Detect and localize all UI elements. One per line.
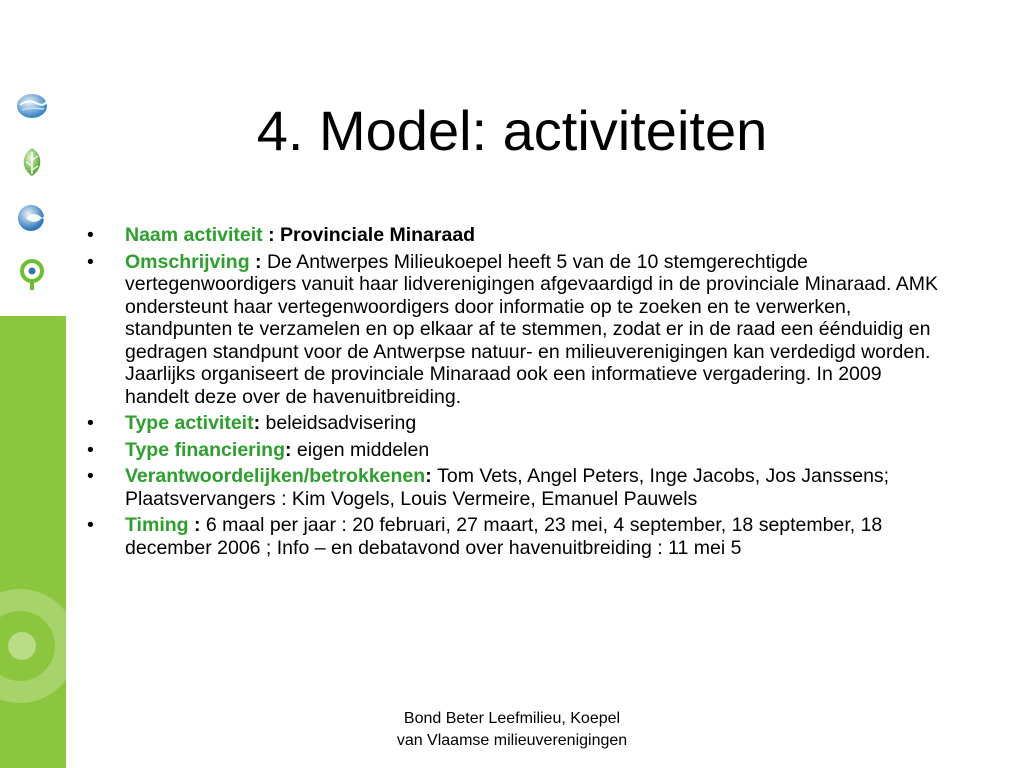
- bullet-dot: •: [87, 412, 94, 434]
- item-label: Verantwoordelijken/betrokkenen: [125, 465, 426, 487]
- item-text: beleidsadvisering: [265, 412, 417, 434]
- target-icon: [14, 256, 50, 292]
- item-text: Provinciale Minaraad: [280, 224, 476, 246]
- list-item: [85, 465, 945, 510]
- item-label: Type activiteit: [125, 412, 254, 434]
- item-separator: :: [285, 438, 297, 461]
- bullet-dot: •: [87, 465, 94, 487]
- item-text: De Antwerpes Milieukoepel heeft 5 van de 10 stemgerechtigde vertegenwoordigers vanuit haar lidverenigingen afgevaardigd in de provinciale Minaraad. AMK ondersteunt haar vertegenwoordigers door informatie op te zoeken en te verwerken, standpunten te verzamelen en op elkaar af te stemmen, zodat er in de raad een éénduidig en gedragen standpunt voor de Antwerpse natuur- en milieuverenigingen kan verdedigd worden. Jaarlijks organiseert de provinciale Minaraad ook een informatieve vergadering. In 2009 handelt deze over de havenuitbreiding.: [125, 250, 938, 408]
- bullet-dot: •: [87, 224, 94, 246]
- item-text: eigen middelen: [296, 438, 430, 461]
- item-separator: :: [262, 224, 280, 246]
- footer-line-1: Bond Beter Leefmilieu, Koepel: [403, 710, 621, 727]
- bullet-dot: •: [87, 250, 94, 273]
- item-text: 6 maal per jaar : 20 februari, 27 maart, 23 mei, 4 september, 18 september, 18 december 2006 ; Info – en debatavond over havenuitbreiding : 11 mei 5: [125, 514, 883, 559]
- item-text: Tom Vets, Angel Peters, Inge Jacobs, Jos Janssens; Plaatsvervangers : Kim Vogels, Louis Vermeire, Emanuel Pauwels: [125, 465, 890, 510]
- item-label: Omschrijving: [125, 250, 250, 273]
- list-item: [85, 412, 945, 435]
- item-separator: :: [253, 412, 266, 434]
- decorative-green-bar: [0, 316, 66, 768]
- bullet-dot: •: [87, 514, 94, 536]
- footer-line-2: van Vlaamse milieuverenigingen: [396, 732, 628, 749]
- item-label: Type financiering: [125, 438, 285, 461]
- footer: [340, 708, 684, 752]
- item-separator: :: [188, 514, 206, 536]
- fish-globe-icon: [14, 200, 50, 236]
- slide-title: 4. Model: activiteiten: [256, 99, 768, 162]
- item-label: Timing: [125, 514, 189, 536]
- list-item: [85, 251, 945, 409]
- item-label: Naam activiteit: [125, 224, 263, 246]
- bullet-list: [85, 224, 945, 563]
- item-separator: :: [425, 465, 438, 487]
- bullet-dot: •: [87, 438, 94, 461]
- list-item: [85, 439, 945, 462]
- list-item: [85, 224, 945, 247]
- list-item: [85, 514, 945, 559]
- item-separator: :: [249, 250, 267, 273]
